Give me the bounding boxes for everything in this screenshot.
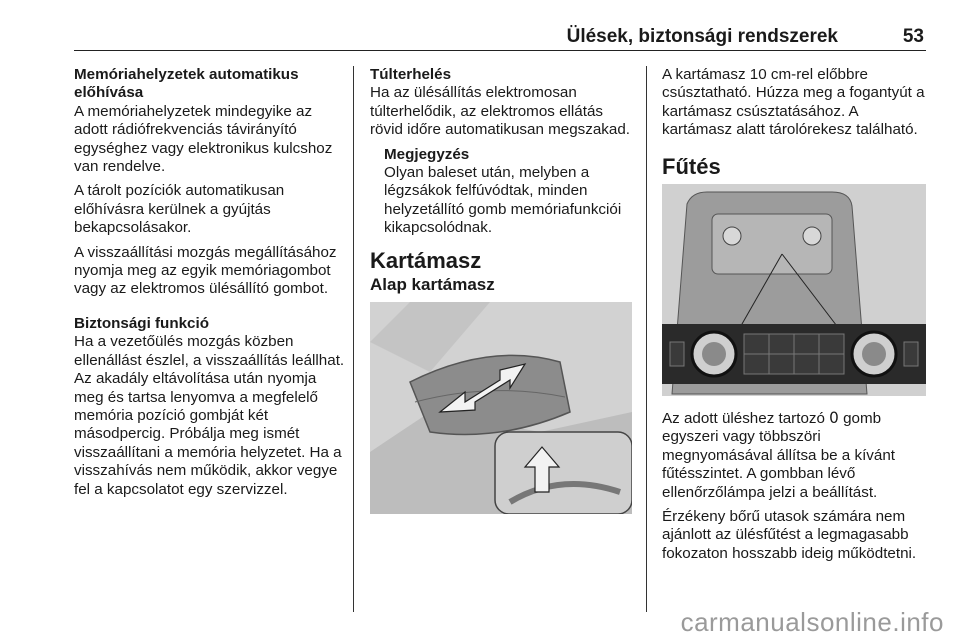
chapter-heading: Kartámasz xyxy=(370,247,482,273)
section-heading: Túlterhelés xyxy=(370,66,452,83)
column-3 xyxy=(662,66,930,569)
heating-controls-illustration xyxy=(662,184,926,396)
note-title: Megjegyzés xyxy=(384,145,470,163)
watermark: carmanualsonline.info xyxy=(680,607,944,637)
chapter-heading: Fűtés xyxy=(662,153,721,179)
subsection-heading: Alap kartámasz xyxy=(370,275,495,295)
note-text: Olyan baleset után, melyben a légzsákok felfúvódtak, minden helyzetállító gomb memóriafunkciói kikapcsolódnak. xyxy=(384,164,622,237)
armrest-drawing xyxy=(370,302,632,514)
section-heading: Biztonsági funkció xyxy=(74,314,210,332)
column-1 xyxy=(74,66,346,505)
note-block xyxy=(370,146,632,238)
paragraph: A visszaállítási mozgás megállításához nyomja meg az egyik memóriagombot vagy az elektromos ülésállító gombot. xyxy=(74,243,337,298)
paragraph: A tárolt pozíciók automatikusan előhívásra kerülnek a gyújtás bekapcsolásakor. xyxy=(74,182,285,237)
column-divider xyxy=(646,66,647,612)
paragraph: Ha az ülésállítás elektromosan túlterhelődik, az elektromos ellátás rövid időre automatikusan megszakad. xyxy=(370,84,631,139)
paragraph: Érzékeny bőrű utasok számára nem ajánlott az ülésfűtést a legmagasabb fokozaton hosszabb ideig működtetni. xyxy=(662,508,917,562)
column-divider xyxy=(353,66,354,612)
paragraph: Ha a vezetőülés mozgás közben ellenállást észlel, a visszaállítás leállhat. Az akadály eltávolítása után nyomja meg és tartsa lenyomva a megfelelő memória pozíció gombját két másodpercig. Próbálja meg ismét visszaállítani a memória helyzetet. Ha a visszahívás nem működik, akkor vegye fel a kapcsolatot egy szervizzel. xyxy=(74,333,345,498)
paragraph: A memóriahelyzetek mindegyike az adott rádiófrekvenciás távirányító egységhez vagy elektronikus kulcshoz van rendelve. xyxy=(74,102,333,176)
paragraph: Az adott üléshez tartozó ߀ gomb egyszeri vagy többszöri megnyomásával állítsa be a kívánt fűtésszintet. A gombban lévő ellenőrzőlámpa jelzi a beállítást. xyxy=(662,410,895,501)
paragraph: A kartámasz 10 cm-rel előbbre csúsztatható. Húzza meg a fogantyút a kartámasz csúsztatásához. A kartámasz alatt tárolórekesz található. xyxy=(662,66,925,139)
chapter-title: Ülések, biztonsági rendszerek xyxy=(566,26,838,47)
column-2 xyxy=(370,66,632,514)
page-header xyxy=(74,22,926,51)
section-heading: Memóriahelyzetek automatikus előhívása xyxy=(74,66,299,102)
climate-panel-drawing xyxy=(662,184,926,396)
armrest-illustration xyxy=(370,302,632,514)
page-number: 53 xyxy=(902,26,924,47)
